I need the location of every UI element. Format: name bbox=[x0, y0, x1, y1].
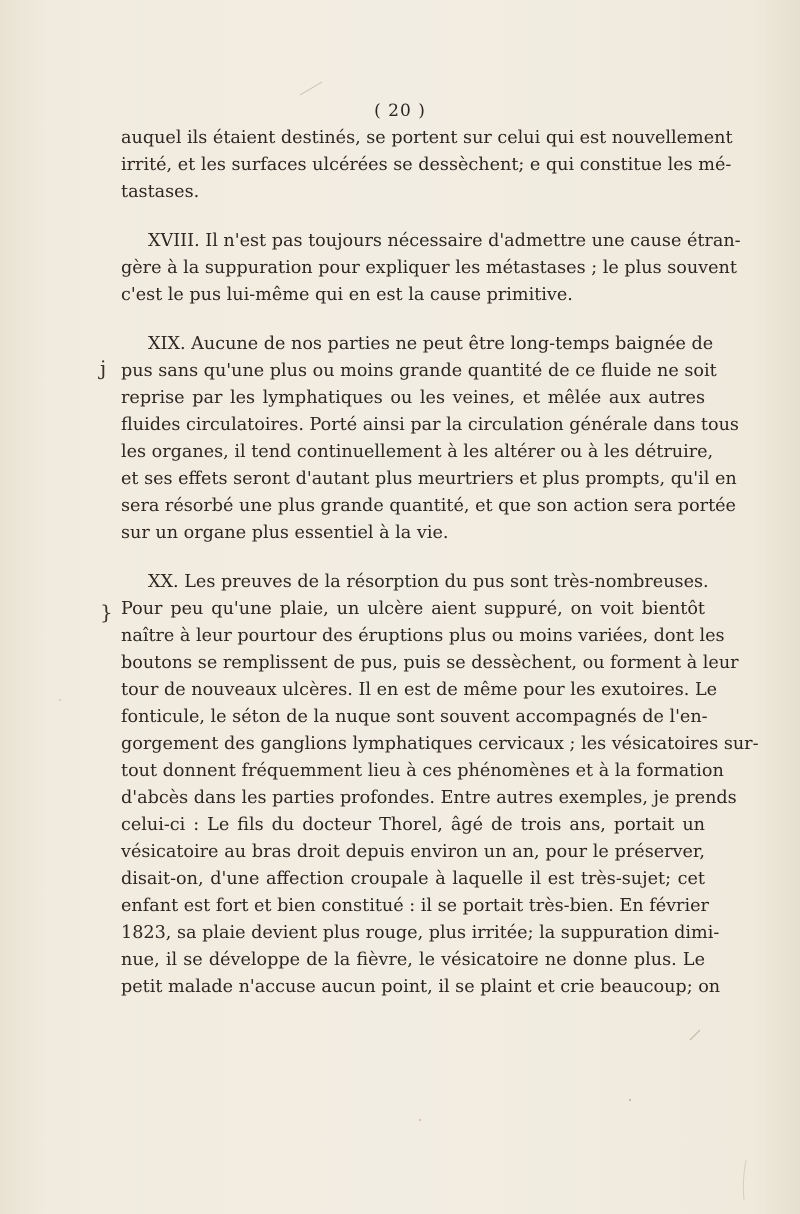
text-line: celui-ci : Le fils du docteur Thorel, âgé de trois ans, portait un bbox=[121, 815, 705, 835]
text-line: boutons se remplissent de pus, puis se dessèchent, ou forment à leur bbox=[121, 653, 739, 673]
text-line: reprise par les lymphatiques ou les veines, et mêlée aux autres bbox=[121, 388, 705, 408]
text-line: XVIII. Il n'est pas toujours nécessaire d'admettre une cause étran- bbox=[148, 231, 741, 251]
paragraph-continuation bbox=[121, 125, 733, 206]
paragraph-xix bbox=[121, 331, 739, 547]
text-line: 1823, sa plaie devient plus rouge, plus irritée; la suppuration dimi- bbox=[121, 923, 720, 943]
text-line: nue, il se développe de la fièvre, le vésicatoire ne donne plus. Le bbox=[121, 950, 705, 970]
text-line: auquel ils étaient destinés, se portent sur celui qui est nouvellement bbox=[121, 128, 733, 148]
text-line: gère à la suppuration pour expliquer les métastases ; le plus souvent bbox=[121, 258, 737, 278]
text-line: tastases. bbox=[121, 182, 200, 202]
text-line: les organes, il tend continuellement à les altérer ou à les détruire, bbox=[121, 442, 714, 462]
text-line: fluides circulatoires. Porté ainsi par la circulation générale dans tous bbox=[121, 415, 739, 435]
margin-mark: } bbox=[100, 600, 113, 624]
text-line: sera résorbé une plus grande quantité, et que son action sera portée bbox=[121, 496, 736, 516]
text-line: gorgement des ganglions lymphatiques cervicaux ; les vésicatoires sur- bbox=[121, 734, 759, 754]
page-number: ( 20 ) bbox=[374, 101, 426, 121]
text-line: XIX. Aucune de nos parties ne peut être long-temps baignée de bbox=[148, 334, 714, 354]
paragraph-xviii bbox=[121, 228, 741, 309]
text-line: vésicatoire au bras droit depuis environ un an, pour le préserver, bbox=[121, 842, 705, 862]
text-line: et ses effets seront d'autant plus meurtriers et plus prompts, qu'il en bbox=[121, 469, 737, 489]
text-line: tour de nouveaux ulcères. Il en est de même pour les exutoires. Le bbox=[121, 680, 718, 700]
margin-mark: j bbox=[100, 356, 107, 380]
text-line: petit malade n'accuse aucun point, il se plaint et crie beaucoup; on bbox=[121, 977, 721, 997]
text-line: fonticule, le séton de la nuque sont souvent accompagnés de l'en- bbox=[121, 707, 708, 727]
text-line: XX. Les preuves de la résorption du pus sont très-nombreuses. bbox=[148, 572, 709, 592]
text-line: naître à leur pourtour des éruptions plus ou moins variées, dont les bbox=[121, 626, 725, 646]
text-line: disait-on, d'une affection croupale à laquelle il est très-sujet; cet bbox=[121, 869, 705, 889]
body-text bbox=[121, 125, 759, 1023]
text-line: c'est le pus lui-même qui en est la cause primitive. bbox=[121, 285, 573, 305]
text-line: tout donnent fréquemment lieu à ces phénomènes et à la formation bbox=[121, 761, 724, 781]
text-line: d'abcès dans les parties profondes. Entre autres exemples, je prends bbox=[121, 788, 737, 808]
text-line: enfant est fort et bien constitué : il se portait très-bien. En février bbox=[121, 896, 709, 916]
text-line: pus sans qu'une plus ou moins grande quantité de ce fluide ne soit bbox=[121, 361, 717, 381]
text-line: sur un organe plus essentiel à la vie. bbox=[121, 523, 449, 543]
text-line: irrité, et les surfaces ulcérées se dessèchent; e qui constitue les mé- bbox=[121, 155, 732, 175]
text-line: Pour peu qu'une plaie, un ulcère aient suppuré, on voit bientôt bbox=[121, 599, 705, 619]
paragraph-xx bbox=[121, 569, 759, 1001]
